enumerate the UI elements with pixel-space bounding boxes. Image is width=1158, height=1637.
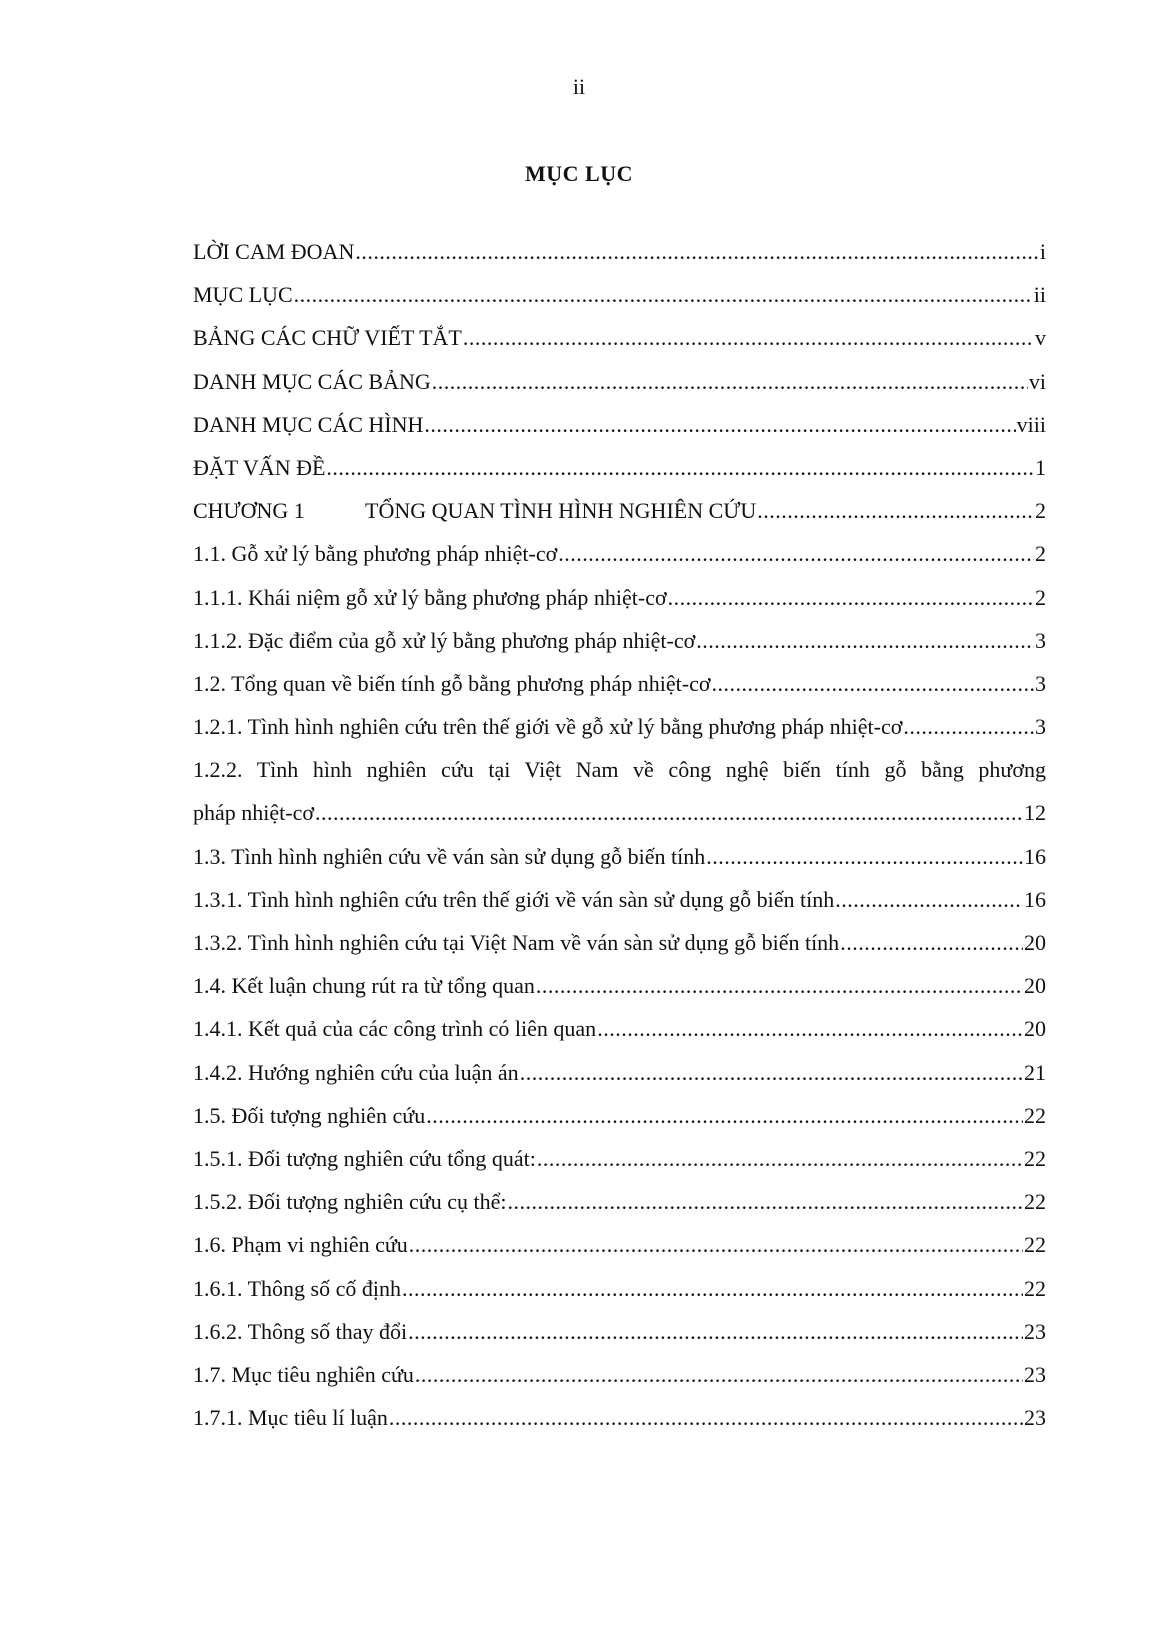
toc-entry[interactable] — [193, 576, 1046, 619]
dot-leader — [408, 1310, 1023, 1353]
toc-entry[interactable] — [193, 1223, 1046, 1266]
toc-entry-page: 22 — [1024, 1102, 1046, 1128]
toc-entry-label: 1.6. Phạm vi nghiên cứu — [193, 1232, 408, 1258]
toc-entry-page: 23 — [1024, 1405, 1046, 1431]
toc-entry[interactable] — [193, 403, 1046, 446]
toc-entry-page: 22 — [1024, 1275, 1046, 1301]
toc-entry[interactable] — [193, 230, 1046, 273]
toc-entry[interactable] — [193, 1051, 1046, 1094]
toc-entry[interactable] — [193, 316, 1046, 359]
toc-entry-label: 1.5.1. Đối tượng nghiên cứu tổng quát: — [193, 1145, 536, 1171]
toc-entry[interactable] — [193, 1310, 1046, 1353]
toc-entry-page: 1 — [1035, 454, 1046, 480]
dot-leader — [432, 360, 1028, 403]
toc-entry-page: ii — [1033, 282, 1046, 308]
dot-leader — [520, 1051, 1023, 1094]
dot-leader — [903, 705, 1034, 748]
toc-entry-label: 1.3. Tình hình nghiên cứu về ván sàn sử dụng gỗ biến tính — [193, 843, 706, 869]
toc-entry[interactable] — [193, 1180, 1046, 1223]
toc-entry-page: 2 — [1035, 584, 1046, 610]
toc-entry-label: 1.6.1. Thông số cố định — [193, 1275, 401, 1301]
toc-entry[interactable] — [193, 446, 1046, 489]
dot-leader — [402, 1267, 1023, 1310]
toc-entry-label: pháp nhiệt-cơ — [193, 800, 314, 826]
toc-entry-label: LỜI CAM ĐOAN — [193, 239, 355, 264]
toc-entry-label: DANH MỤC CÁC HÌNH — [193, 411, 424, 437]
toc-entry[interactable] — [193, 705, 1046, 748]
dot-leader — [597, 1007, 1023, 1050]
dot-leader — [415, 1353, 1023, 1396]
toc-entry[interactable] — [193, 273, 1046, 316]
dot-leader — [315, 791, 1023, 834]
dot-leader — [668, 576, 1034, 619]
table-of-contents — [193, 230, 1046, 1439]
toc-entry-page: 3 — [1035, 714, 1046, 740]
dot-leader — [409, 1223, 1023, 1266]
dot-leader — [326, 446, 1034, 489]
toc-entry[interactable] — [193, 619, 1046, 662]
toc-entry-page: 22 — [1024, 1189, 1046, 1215]
toc-entry-label: 1.5. Đối tượng nghiên cứu — [193, 1102, 426, 1128]
toc-entry-label: 1.3.2. Tình hình nghiên cứu tại Việt Nam về ván sàn sử dụng gỗ biến tính — [193, 930, 840, 955]
toc-entry-label: DANH MỤC CÁC BẢNG — [193, 368, 431, 394]
toc-entry-label: BẢNG CÁC CHỮ VIẾT TẮT — [193, 325, 462, 351]
dot-leader — [558, 532, 1034, 575]
toc-entry-page: 16 — [1024, 886, 1046, 912]
dot-leader — [536, 964, 1023, 1007]
toc-entry-page: 20 — [1024, 1016, 1046, 1042]
toc-entry[interactable] — [193, 1137, 1046, 1180]
toc-entry-label: 1.3.1. Tình hình nghiên cứu trên thế giới về ván sàn sử dụng gỗ biến tính — [193, 886, 835, 912]
dot-leader — [463, 316, 1034, 359]
toc-entry[interactable] — [193, 1396, 1046, 1439]
toc-entry-label: 1.5.2. Đối tượng nghiên cứu cụ thể: — [193, 1189, 507, 1215]
toc-entry-page: v — [1035, 325, 1046, 351]
dot-leader — [835, 878, 1023, 921]
dot-leader — [355, 230, 1039, 273]
dot-leader — [389, 1396, 1023, 1439]
toc-entry-page: 22 — [1024, 1232, 1046, 1258]
toc-entry-page: 3 — [1035, 627, 1046, 653]
toc-entry-page: 23 — [1024, 1318, 1046, 1344]
toc-entry-line1[interactable]: 1.2.2. Tình hình nghiên cứu tại Việt Nam về công nghệ biến tính gỗ bằng phương — [193, 757, 1046, 783]
chapter-number: CHƯƠNG 1 — [193, 498, 305, 524]
dot-leader — [426, 1094, 1023, 1137]
dot-leader — [757, 489, 1034, 532]
dot-leader — [508, 1180, 1024, 1223]
toc-entry-label: 1.7.1. Mục tiêu lí luận — [193, 1405, 388, 1431]
toc-entry-page: viii — [1016, 411, 1046, 437]
toc-entry-label: 1.1.2. Đặc điểm của gỗ xử lý bằng phương pháp nhiệt-cơ — [193, 627, 696, 653]
page-number: ii — [572, 74, 586, 99]
toc-entry[interactable] — [193, 1267, 1046, 1310]
dot-leader — [294, 273, 1033, 316]
toc-entry[interactable] — [193, 662, 1046, 705]
toc-entry[interactable] — [193, 964, 1046, 1007]
toc-entry-label: MỤC LỤC — [193, 282, 293, 308]
toc-entry-label: 1.4.1. Kết quả của các công trình có liên quan — [193, 1016, 597, 1042]
toc-entry-label: 1.6.2. Thông số thay đổi — [193, 1318, 408, 1344]
toc-entry[interactable] — [193, 921, 1046, 964]
toc-entry-page: 22 — [1024, 1145, 1046, 1171]
toc-entry[interactable] — [193, 791, 1046, 834]
dot-leader — [696, 619, 1034, 662]
toc-entry-label: 1.4. Kết luận chung rút ra từ tổng quan — [193, 973, 535, 999]
toc-entry-page: 20 — [1024, 973, 1046, 999]
toc-entry[interactable] — [193, 1094, 1046, 1137]
toc-entry-label: 1.1.1. Khái niệm gỗ xử lý bằng phương pháp nhiệt-cơ — [193, 584, 667, 610]
toc-entry[interactable] — [193, 878, 1046, 921]
toc-entry-label: ĐẶT VẤN ĐỀ — [193, 454, 326, 480]
toc-entry-label: 1.7. Mục tiêu nghiên cứu — [193, 1361, 414, 1387]
dot-leader — [424, 403, 1015, 446]
toc-entry[interactable] — [193, 360, 1046, 403]
dot-leader — [706, 835, 1023, 878]
toc-entry-label — [193, 489, 756, 532]
toc-entry-page: 20 — [1024, 930, 1046, 955]
toc-entry-page: 21 — [1024, 1059, 1046, 1085]
toc-entry[interactable] — [193, 532, 1046, 575]
toc-entry[interactable] — [193, 835, 1046, 878]
toc-entry-page: i — [1039, 239, 1046, 264]
toc-entry-page: 2 — [1035, 541, 1046, 567]
toc-entry-label: 1.1. Gỗ xử lý bằng phương pháp nhiệt-cơ — [193, 541, 558, 567]
toc-entry-page: 16 — [1024, 843, 1046, 869]
toc-entry-page: 3 — [1035, 670, 1046, 696]
toc-entry-page: 2 — [1035, 498, 1046, 524]
toc-entry[interactable] — [193, 1353, 1046, 1396]
dot-leader — [537, 1137, 1023, 1180]
toc-entry-page: vi — [1028, 368, 1046, 394]
toc-entry-page: 23 — [1024, 1361, 1046, 1387]
toc-entry-label: 1.2.1. Tình hình nghiên cứu trên thế giới về gỗ xử lý bằng phương pháp nhiệt-cơ — [193, 714, 903, 740]
toc-title: MỤC LỤC — [525, 161, 633, 186]
chapter-title: TỔNG QUAN TÌNH HÌNH NGHIÊN CỨU — [365, 498, 757, 524]
toc-entry[interactable] — [193, 1007, 1046, 1050]
toc-entry-page: 12 — [1024, 800, 1046, 826]
toc-entry-label: 1.2. Tổng quan về biến tính gỗ bằng phương pháp nhiệt-cơ — [193, 670, 711, 696]
dot-leader — [711, 662, 1034, 705]
toc-entry-label: 1.4.2. Hướng nghiên cứu của luận án — [193, 1059, 519, 1085]
dot-leader — [840, 921, 1023, 964]
toc-entry-chapter[interactable] — [193, 489, 1046, 532]
